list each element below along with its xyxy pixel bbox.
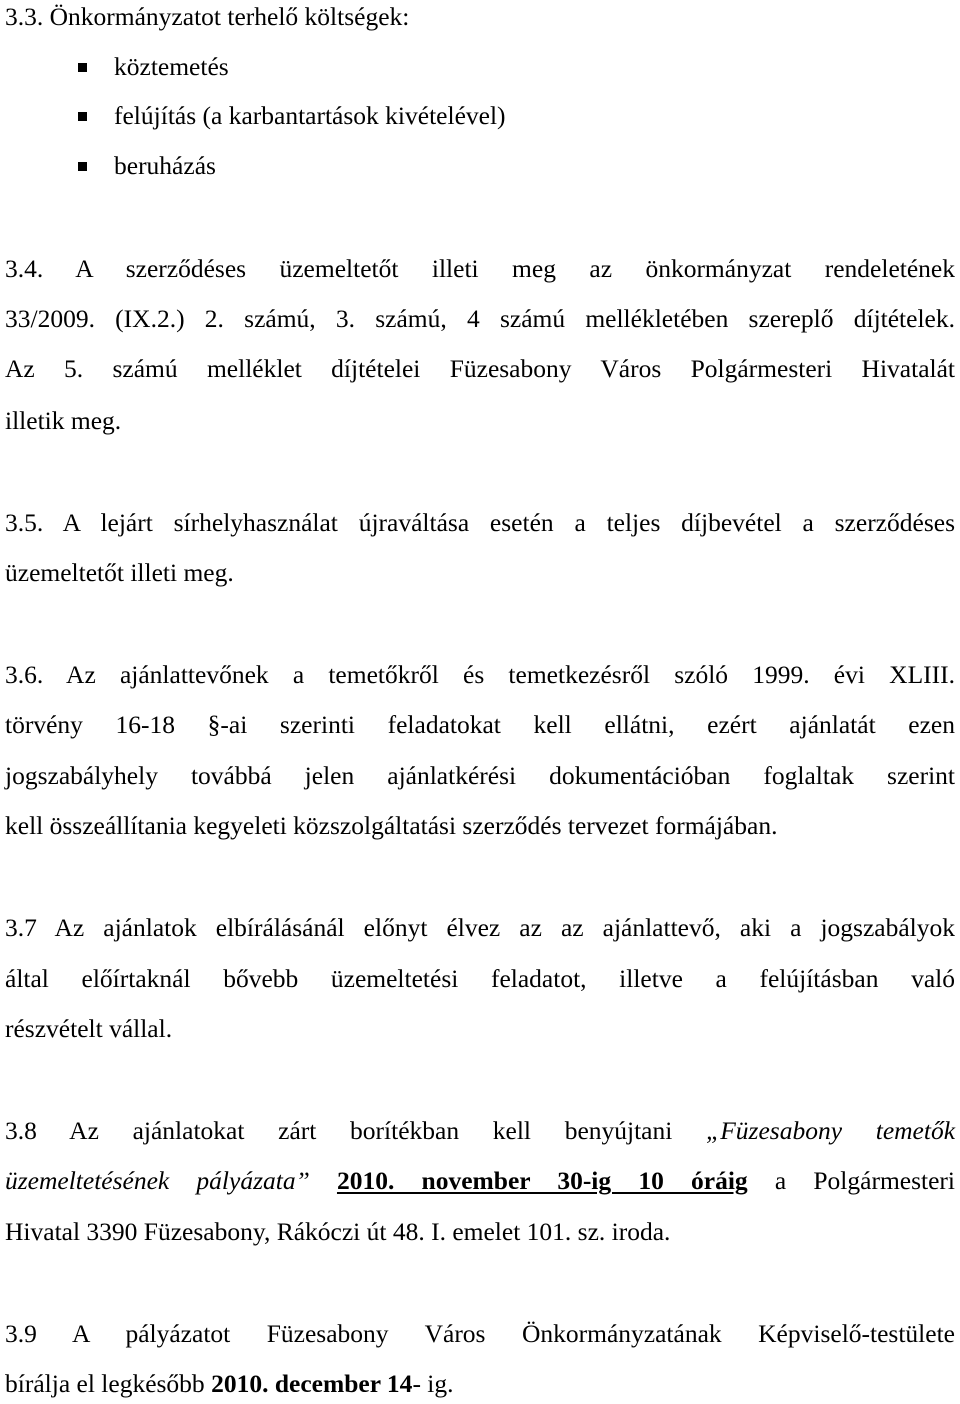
section-3-4-line: 3.4. A szerződéses üzemeltetőt illeti meg az önkormányzat rendeletének [5, 254, 955, 283]
section-3-4-line: 33/2009. (IX.2.) 2. számú, 3. számú, 4 számú mellékletében szereplő díjtételek. [5, 304, 955, 333]
square-bullet-icon [78, 162, 87, 171]
section-3-8-line [5, 1166, 955, 1196]
section-3-7-line: 3.7 Az ajánlatok elbírálásánál előnyt élvez az az ajánlattevő, aki a jogszabályok [5, 913, 955, 942]
evaluation-suffix: - ig. [412, 1369, 454, 1398]
square-bullet-icon [78, 63, 87, 72]
section-3-5-line: 3.5. A lejárt sírhelyhasználat újraváltása esetén a teljes díjbevétel a szerződéses [5, 508, 955, 537]
section-3-4-line: illetik meg. [5, 406, 122, 435]
section-3-8-line: Hivatal 3390 Füzesabony, Rákóczi út 48. I. emelet 101. sz. iroda. [5, 1217, 671, 1246]
section-3-6-line: jogszabályhely továbbá jelen ajánlatkérési dokumentációban foglaltak szerint [5, 761, 955, 790]
section-3-9-line [5, 1369, 955, 1399]
bullet-item [78, 52, 229, 82]
section-3-6-line: kell összeállítania kegyeleti közszolgáltatási szerződés tervezet formájában. [5, 811, 778, 840]
submission-text: 3.8 Az ajánlatokat zárt borítékban kell benyújtani [5, 1116, 673, 1145]
bullet-text: köztemetés [114, 52, 229, 81]
evaluation-deadline: 2010. december 14 [211, 1369, 413, 1398]
section-3-6-line: 3.6. Az ajánlattevőnek a temetőkről és temetkezésről szóló 1999. évi XLIII. [5, 660, 955, 689]
evaluation-text: bírálja el legkésőbb [5, 1369, 205, 1398]
section-3-7-line: részvételt vállal. [5, 1014, 173, 1043]
submission-deadline: 2010. november 30-ig 10 óráig [336, 1166, 748, 1195]
section-3-6-line: törvény 16-18 §-ai szerinti feladatokat kell ellátni, ezért ajánlatát ezen [5, 710, 955, 739]
section-3-3-heading: 3.3. Önkormányzatot terhelő költségek: [5, 2, 410, 31]
section-3-8-line [5, 1116, 955, 1146]
bullet-item [78, 101, 506, 131]
tender-title-italic: „Füzesabony temetők [706, 1116, 956, 1145]
bullet-text: felújítás (a karbantartások kivételével) [114, 101, 506, 130]
square-bullet-icon [78, 112, 87, 121]
bullet-item [78, 151, 216, 181]
tender-title-italic: üzemeltetésének pályázata” [5, 1166, 310, 1195]
bullet-text: beruházás [114, 151, 216, 180]
section-3-9-line: 3.9 A pályázatot Füzesabony Város Önkormányzatának Képviselő-testülete [5, 1319, 955, 1348]
section-3-5-line: üzemeltetőt illeti meg. [5, 558, 234, 587]
section-3-7-line: által előírtaknál bővebb üzemeltetési feladatot, illetve a felújításban való [5, 964, 955, 993]
section-3-4-line: Az 5. számú melléklet díjtételei Füzesabony Város Polgármesteri Hivatalát [5, 354, 955, 383]
submission-place-text: a Polgármesteri [774, 1166, 955, 1195]
